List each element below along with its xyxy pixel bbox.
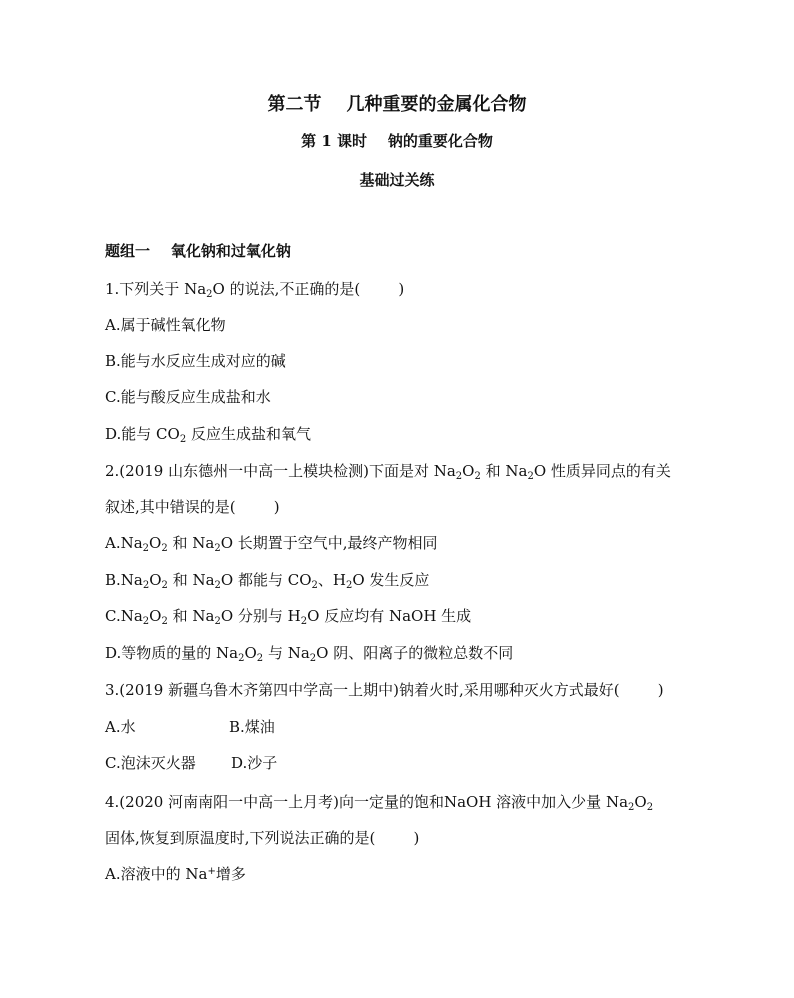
section-title: 第二节 几种重要的金属化合物 <box>267 94 527 115</box>
question-3-option-a: A.水 <box>105 718 136 736</box>
question-2-stem-line-1: 2.(2019 山东德州一中高一上模块检测)下面是对 $Na_2O_2$ 和 $Na_2O$ 性质异同点的有关 <box>105 462 671 482</box>
question-1-stem: 1.下列关于 $Na_2O$ 的说法,不正确的是( ) <box>105 280 405 300</box>
exercise-heading: 基础过关练 <box>359 171 435 189</box>
question-3-option-b: B.煤油 <box>229 718 275 736</box>
question-1-option-c: C.能与酸反应生成盐和水 <box>105 388 271 406</box>
question-4-stem-line-1: 4.(2020 河南南阳一中高一上月考)向一定量的饱和NaOH 溶液中加入少量 $Na_2O_2$ <box>105 793 654 813</box>
question-3-option-d: D.沙子 <box>231 754 278 772</box>
question-group-heading: 题组一 氧化钠和过氧化钠 <box>105 242 291 260</box>
question-1-option-b: B.能与水反应生成对应的碱 <box>105 352 286 370</box>
question-1-option-d: D.能与 $CO_2$ 反应生成盐和氧气 <box>105 425 311 445</box>
question-2-option-b: $B.Na_2O_2$ 和 $Na_2O$ 都能与 $CO_2$、$H_2O$ 发生反应 <box>105 571 430 591</box>
question-3-option-c: C.泡沫灭火器 <box>105 754 196 772</box>
lesson-subtitle: 第 1 课时 钠的重要化合物 <box>301 132 493 150</box>
question-3-stem: 3.(2019 新疆乌鲁木齐第四中学高一上期中)钠着火时,采用哪种灭火方式最好( ) <box>105 681 664 699</box>
question-2-option-a: $A.Na_2O_2$ 和 $Na_2O$ 长期置于空气中,最终产物相同 <box>105 534 438 554</box>
question-2-stem-line-2: 叙述,其中错误的是( ) <box>105 498 280 516</box>
question-4-stem-line-2: 固体,恢复到原温度时,下列说法正确的是( ) <box>105 829 420 847</box>
question-2-option-d: D.等物质的量的 $Na_2O_2$ 与 $Na_2O$ 阴、阳离子的微粒总数不同 <box>105 644 514 664</box>
question-4-option-a: A.溶液中的 Na+增多 <box>105 865 246 883</box>
question-1-option-a: A.属于碱性氧化物 <box>105 316 226 334</box>
question-2-option-c: $C.Na_2O_2$ 和 $Na_2O$ 分别与 $H_2O$ 反应均有 NaOH 生成 <box>105 607 472 627</box>
